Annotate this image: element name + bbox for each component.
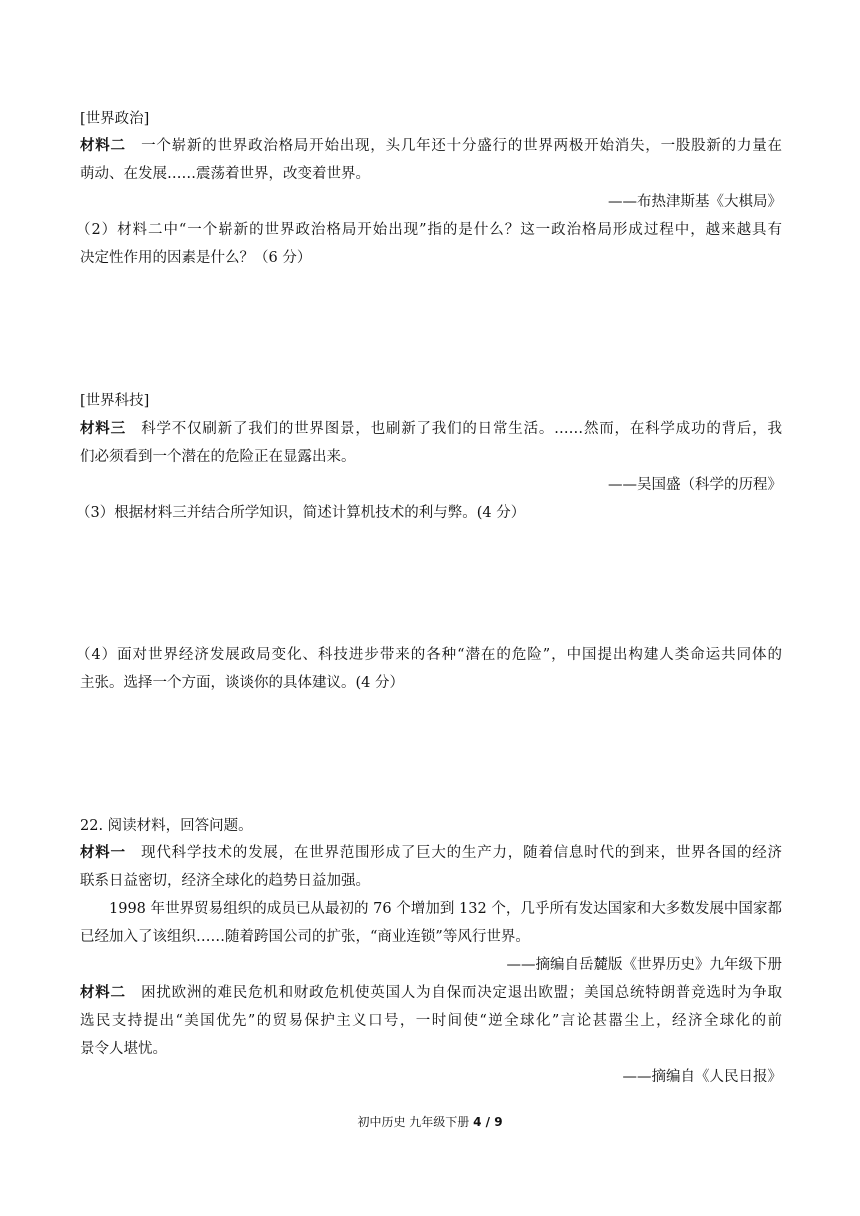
q22-material-2-line-2: 选民支持提出“美国优先”的贸易保护主义口号，一时间使“逆全球化”言论甚嚣尘上，经济全球化的前: [80, 1013, 782, 1029]
material-2-line-1: 材料二 一个崭新的世界政治格局开始出现，头几年还十分盛行的世界两极开始消失，一股股新的力量在: [80, 138, 783, 154]
material-3-line-1: 材料三 科学不仅刷新了我们的世界图景，也刷新了我们的日常生活。……然而，在科学成功的背后，我: [80, 421, 783, 437]
material-label: 材料二: [80, 138, 126, 154]
question-3: （3）根据材料三并结合所学知识，简述计算机技术的利与弊。(4 分）: [76, 505, 526, 521]
page-number: 4 / 9: [473, 1115, 503, 1129]
material-3-line-2: 们必须看到一个潜在的危险正在显露出来。: [80, 449, 356, 465]
q22-material-1-para2-line-1: 1998 年世界贸易组织的成员已从最初的 76 个增加到 132 个，几乎所有发达国家和大多数发展中国家都: [109, 901, 782, 917]
footer-text: 初中历史 九年级下册: [357, 1115, 470, 1129]
material-label: 材料一: [80, 845, 126, 861]
question-4-line-1: （4）面对世界经济发展政局变化、科技进步带来的各种“潜在的危险”，中国提出构建人类命运共同体的: [76, 647, 782, 663]
q22-material-1-line-1: 材料一 现代科学技术的发展，在世界范围形成了巨大的生产力，随着信息时代的到来，世界各国的经济: [80, 845, 783, 861]
q22-material-2-line-1: 材料二 困扰欧洲的难民危机和财政危机使英国人为自保而决定退出欧盟；美国总统特朗普竞选时为争取: [80, 985, 783, 1001]
q22-material-1-para2-line-2: 已经加入了该组织……随着跨国公司的扩张，“商业连锁”等风行世界。: [80, 929, 530, 945]
section-heading-tech: [世界科技]: [80, 393, 150, 409]
page-footer: [0, 1113, 860, 1131]
q22-material-1-source: ——摘编自岳麓版《世界历史》九年级下册: [506, 957, 782, 973]
q22-material-2-source: ——摘编自《人民日报》: [622, 1069, 782, 1085]
material-3-source: ——吴国盛（科学的历程》: [608, 477, 782, 493]
question-22-intro: 22. 阅读材料，回答问题。: [80, 818, 253, 834]
material-2-source: ——布热津斯基《大棋局》: [608, 194, 782, 210]
material-label: 材料三: [80, 421, 126, 437]
question-2-line-1: （2）材料二中“一个崭新的世界政治格局开始出现”指的是什么？这一政治格局形成过程中，越来越具有: [76, 222, 782, 238]
question-2-line-2: 决定性作用的因素是什么？（6 分）: [80, 250, 312, 266]
q22-material-2-line-3: 景令人堪忧。: [80, 1041, 167, 1057]
section-heading-politics: [世界政治]: [80, 111, 150, 127]
q22-material-1-line-2: 联系日益密切，经济全球化的趋势日益加强。: [80, 873, 370, 889]
material-2-line-2: 萌动、在发展……震荡着世界，改变着世界。: [80, 166, 370, 182]
material-label: 材料二: [80, 985, 126, 1001]
question-4-line-2: 主张。选择一个方面，谈谈你的具体建议。(4 分）: [80, 675, 404, 691]
